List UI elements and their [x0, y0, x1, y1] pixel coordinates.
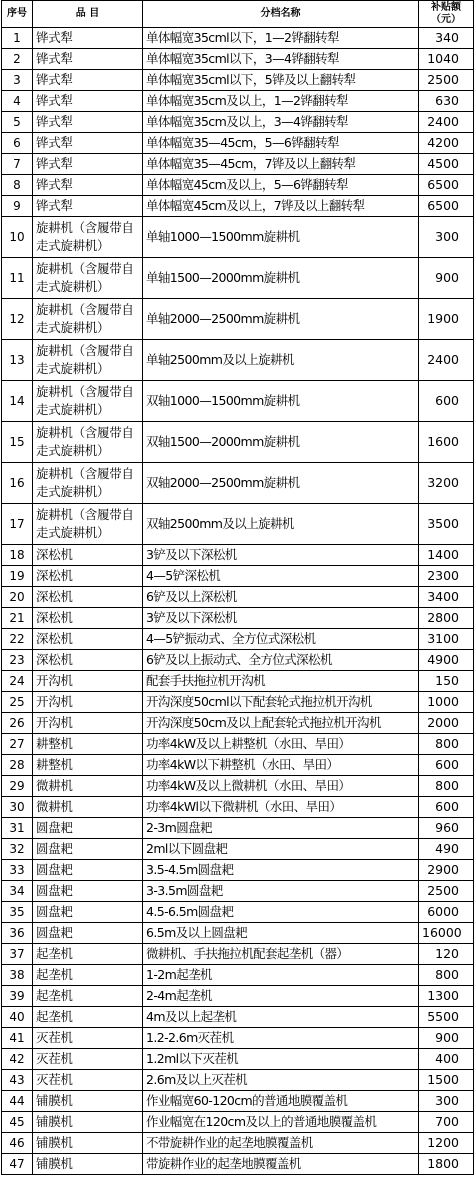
row-number: 34 — [2, 881, 33, 902]
item-name: 旋耕机（含履带自走式旋耕机） — [33, 340, 143, 381]
table-row — [2, 112, 474, 133]
table-row — [2, 1070, 474, 1091]
row-number: 44 — [2, 1091, 33, 1112]
subsidy-amount: 2400 — [419, 340, 474, 381]
spec-name: 功率4kW以下耕整机（水田、旱田） — [143, 755, 419, 776]
spec-name: 1.2-2.6m灭茬机 — [143, 1028, 419, 1049]
table-row — [2, 881, 474, 902]
subsidy-amount: 630 — [419, 91, 474, 112]
subsidy-amount: 1400 — [419, 545, 474, 566]
subsidy-amount: 2900 — [419, 860, 474, 881]
row-number: 19 — [2, 566, 33, 587]
row-number: 30 — [2, 797, 33, 818]
header-spec: 分档名称 — [143, 1, 419, 28]
spec-name: 6铲及以上振动式、全方位式深松机 — [143, 650, 419, 671]
row-number: 7 — [2, 154, 33, 175]
subsidy-amount: 1600 — [419, 422, 474, 463]
row-number: 39 — [2, 986, 33, 1007]
subsidy-amount: 800 — [419, 965, 474, 986]
header-subsidy: 补贴额（元） — [419, 1, 474, 28]
row-number: 46 — [2, 1133, 33, 1154]
subsidy-amount: 2300 — [419, 566, 474, 587]
subsidy-amount: 1900 — [419, 299, 474, 340]
spec-name: 3铲及以下深松机 — [143, 545, 419, 566]
spec-name: 单体幅宽35cml以下，5铧及以上翻转犁 — [143, 70, 419, 91]
spec-name: 单体幅宽45cm及以上，5—6铧翻转犁 — [143, 175, 419, 196]
subsidy-amount: 3100 — [419, 629, 474, 650]
item-name: 旋耕机（含履带自走式旋耕机） — [33, 258, 143, 299]
subsidy-amount: 6500 — [419, 175, 474, 196]
spec-name: 3.5-4.5m圆盘耙 — [143, 860, 419, 881]
table-row — [2, 340, 474, 381]
subsidy-amount: 400 — [419, 1049, 474, 1070]
spec-name: 2-4m起垄机 — [143, 986, 419, 1007]
subsidy-amount: 6500 — [419, 196, 474, 217]
spec-name: 单轴1500—2000mm旋耕机 — [143, 258, 419, 299]
table-row — [2, 1133, 474, 1154]
table-row — [2, 1091, 474, 1112]
item-name: 开沟机 — [33, 713, 143, 734]
subsidy-amount: 16000 — [419, 923, 474, 944]
item-name: 圆盘耙 — [33, 860, 143, 881]
row-number: 23 — [2, 650, 33, 671]
spec-name: 单体幅宽35cml以下，3—4铧翻转犁 — [143, 49, 419, 70]
spec-name: 作业幅宽60-120cm的普通地膜覆盖机 — [143, 1091, 419, 1112]
row-number: 35 — [2, 902, 33, 923]
table-row — [2, 91, 474, 112]
spec-name: 4m及以上起垄机 — [143, 1007, 419, 1028]
spec-name: 单体幅宽35—45cm，7铧及以上翻转犁 — [143, 154, 419, 175]
table-row — [2, 504, 474, 545]
spec-name: 4—5铲振动式、全方位式深松机 — [143, 629, 419, 650]
item-name: 旋耕机（含履带自走式旋耕机） — [33, 504, 143, 545]
item-name: 开沟机 — [33, 692, 143, 713]
item-name: 铺膜机 — [33, 1091, 143, 1112]
spec-name: 微耕机、手扶拖拉机配套起垄机（器） — [143, 944, 419, 965]
item-name: 微耕机 — [33, 797, 143, 818]
spec-name: 2.6m及以上灭茬机 — [143, 1070, 419, 1091]
subsidy-amount: 3500 — [419, 504, 474, 545]
table-row — [2, 818, 474, 839]
spec-name: 4.5-6.5m圆盘耙 — [143, 902, 419, 923]
spec-name: 功率4kW及以上微耕机（水田、旱田） — [143, 776, 419, 797]
spec-name: 单轴2500mm及以上旋耕机 — [143, 340, 419, 381]
item-name: 深松机 — [33, 650, 143, 671]
row-number: 25 — [2, 692, 33, 713]
table-row — [2, 1112, 474, 1133]
item-name: 铧式犁 — [33, 133, 143, 154]
subsidy-amount: 2800 — [419, 608, 474, 629]
row-number: 37 — [2, 944, 33, 965]
spec-name: 带旋耕作业的起垄地膜覆盖机 — [143, 1154, 419, 1175]
row-number: 15 — [2, 422, 33, 463]
table-row — [2, 713, 474, 734]
subsidy-amount: 900 — [419, 258, 474, 299]
item-name: 起垄机 — [33, 965, 143, 986]
row-number: 47 — [2, 1154, 33, 1175]
subsidy-amount: 1200 — [419, 1133, 474, 1154]
table-row — [2, 692, 474, 713]
spec-name: 3-3.5m圆盘耙 — [143, 881, 419, 902]
item-name: 微耕机 — [33, 776, 143, 797]
row-number: 13 — [2, 340, 33, 381]
spec-name: 双轴2500mm及以上旋耕机 — [143, 504, 419, 545]
subsidy-amount: 490 — [419, 839, 474, 860]
row-number: 16 — [2, 463, 33, 504]
row-number: 43 — [2, 1070, 33, 1091]
subsidy-amount: 120 — [419, 944, 474, 965]
table-row — [2, 1007, 474, 1028]
table-row — [2, 902, 474, 923]
subsidy-amount: 300 — [419, 1091, 474, 1112]
subsidy-amount: 1040 — [419, 49, 474, 70]
subsidy-amount: 340 — [419, 28, 474, 49]
spec-name: 6.5m及以上圆盘耙 — [143, 923, 419, 944]
row-number: 8 — [2, 175, 33, 196]
spec-name: 4—5铲深松机 — [143, 566, 419, 587]
table-row — [2, 965, 474, 986]
table-body — [2, 28, 474, 1175]
spec-name: 3铲及以下深松机 — [143, 608, 419, 629]
table-row — [2, 755, 474, 776]
table-row — [2, 217, 474, 258]
subsidy-amount: 3400 — [419, 587, 474, 608]
spec-name: 双轴2000—2500mm旋耕机 — [143, 463, 419, 504]
header-item: 品 目 — [33, 1, 143, 28]
spec-name: 单体幅宽35cm及以上，3—4铧翻转犁 — [143, 112, 419, 133]
subsidy-amount: 1500 — [419, 1070, 474, 1091]
table-row — [2, 154, 474, 175]
subsidy-amount: 5500 — [419, 1007, 474, 1028]
subsidy-amount: 2500 — [419, 881, 474, 902]
row-number: 42 — [2, 1049, 33, 1070]
spec-name: 2ml以下圆盘耙 — [143, 839, 419, 860]
spec-name: 单轴1000—1500mm旋耕机 — [143, 217, 419, 258]
item-name: 铧式犁 — [33, 154, 143, 175]
row-number: 11 — [2, 258, 33, 299]
table-row — [2, 463, 474, 504]
row-number: 38 — [2, 965, 33, 986]
item-name: 铧式犁 — [33, 91, 143, 112]
spec-name: 2-3m圆盘耙 — [143, 818, 419, 839]
item-name: 铧式犁 — [33, 175, 143, 196]
subsidy-amount: 600 — [419, 755, 474, 776]
row-number: 26 — [2, 713, 33, 734]
row-number: 9 — [2, 196, 33, 217]
row-number: 5 — [2, 112, 33, 133]
subsidy-amount: 4900 — [419, 650, 474, 671]
item-name: 起垄机 — [33, 1007, 143, 1028]
table-row — [2, 1028, 474, 1049]
item-name: 开沟机 — [33, 671, 143, 692]
row-number: 17 — [2, 504, 33, 545]
item-name: 铧式犁 — [33, 49, 143, 70]
subsidy-amount: 600 — [419, 797, 474, 818]
item-name: 旋耕机（含履带自走式旋耕机） — [33, 463, 143, 504]
spec-name: 单轴2000—2500mm旋耕机 — [143, 299, 419, 340]
subsidy-amount: 4200 — [419, 133, 474, 154]
table-row — [2, 422, 474, 463]
table-row — [2, 944, 474, 965]
spec-name: 开沟深度50cml以下配套轮式拖拉机开沟机 — [143, 692, 419, 713]
row-number: 32 — [2, 839, 33, 860]
spec-name: 单体幅宽35cm及以上，1—2铧翻转犁 — [143, 91, 419, 112]
spec-name: 双轴1500—2000mm旋耕机 — [143, 422, 419, 463]
table-row — [2, 797, 474, 818]
item-name: 铺膜机 — [33, 1154, 143, 1175]
item-name: 灭茬机 — [33, 1070, 143, 1091]
table-row — [2, 566, 474, 587]
spec-name: 不带旋耕作业的起垄地膜覆盖机 — [143, 1133, 419, 1154]
item-name: 耕整机 — [33, 734, 143, 755]
table-row — [2, 608, 474, 629]
row-number: 45 — [2, 1112, 33, 1133]
item-name: 起垄机 — [33, 944, 143, 965]
spec-name: 功率4kW及以上耕整机（水田、旱田） — [143, 734, 419, 755]
item-name: 铧式犁 — [33, 28, 143, 49]
subsidy-amount: 1800 — [419, 1154, 474, 1175]
item-name: 圆盘耙 — [33, 902, 143, 923]
table-row — [2, 545, 474, 566]
table-header-row — [2, 1, 474, 28]
spec-name: 作业幅宽在120cm及以上的普通地膜覆盖机 — [143, 1112, 419, 1133]
table-row — [2, 734, 474, 755]
table-row — [2, 839, 474, 860]
row-number: 1 — [2, 28, 33, 49]
item-name: 铺膜机 — [33, 1112, 143, 1133]
row-number: 31 — [2, 818, 33, 839]
subsidy-amount: 800 — [419, 776, 474, 797]
item-name: 圆盘耙 — [33, 923, 143, 944]
table-row — [2, 70, 474, 91]
item-name: 铺膜机 — [33, 1133, 143, 1154]
subsidy-amount: 960 — [419, 818, 474, 839]
spec-name: 单体幅宽35cml以下，1—2铧翻转犁 — [143, 28, 419, 49]
item-name: 圆盘耙 — [33, 839, 143, 860]
item-name: 旋耕机（含履带自走式旋耕机） — [33, 422, 143, 463]
table-row — [2, 196, 474, 217]
row-number: 41 — [2, 1028, 33, 1049]
row-number: 14 — [2, 381, 33, 422]
subsidy-amount: 900 — [419, 1028, 474, 1049]
subsidy-amount: 1000 — [419, 692, 474, 713]
header-no: 序号 — [2, 1, 33, 28]
table-row — [2, 986, 474, 1007]
table-row — [2, 650, 474, 671]
subsidy-amount: 3200 — [419, 463, 474, 504]
table-row — [2, 1154, 474, 1175]
row-number: 6 — [2, 133, 33, 154]
table-row — [2, 860, 474, 881]
item-name: 深松机 — [33, 566, 143, 587]
spec-name: 1-2m起垄机 — [143, 965, 419, 986]
spec-name: 功率4kWl以下微耕机（水田、旱田） — [143, 797, 419, 818]
table-row — [2, 776, 474, 797]
table-row — [2, 1049, 474, 1070]
row-number: 28 — [2, 755, 33, 776]
row-number: 18 — [2, 545, 33, 566]
item-name: 灭茬机 — [33, 1049, 143, 1070]
subsidy-amount: 150 — [419, 671, 474, 692]
row-number: 21 — [2, 608, 33, 629]
item-name: 深松机 — [33, 545, 143, 566]
row-number: 2 — [2, 49, 33, 70]
table-row — [2, 629, 474, 650]
spec-name: 1.2ml以下灭茬机 — [143, 1049, 419, 1070]
item-name: 深松机 — [33, 608, 143, 629]
row-number: 10 — [2, 217, 33, 258]
item-name: 旋耕机（含履带自走式旋耕机） — [33, 217, 143, 258]
spec-name: 双轴1000—1500mm旋耕机 — [143, 381, 419, 422]
item-name: 起垄机 — [33, 986, 143, 1007]
item-name: 灭茬机 — [33, 1028, 143, 1049]
row-number: 27 — [2, 734, 33, 755]
subsidy-table — [1, 0, 474, 1175]
spec-name: 配套手扶拖拉机开沟机 — [143, 671, 419, 692]
subsidy-amount: 2400 — [419, 112, 474, 133]
item-name: 圆盘耙 — [33, 881, 143, 902]
row-number: 29 — [2, 776, 33, 797]
spec-name: 开沟深度50cm及以上配套轮式拖拉机开沟机 — [143, 713, 419, 734]
spec-name: 单体幅宽45cm及以上，7铧及以上翻转犁 — [143, 196, 419, 217]
row-number: 4 — [2, 91, 33, 112]
item-name: 铧式犁 — [33, 112, 143, 133]
subsidy-amount: 6000 — [419, 902, 474, 923]
subsidy-amount: 700 — [419, 1112, 474, 1133]
item-name: 圆盘耙 — [33, 818, 143, 839]
item-name: 铧式犁 — [33, 196, 143, 217]
table-row — [2, 28, 474, 49]
item-name: 旋耕机（含履带自走式旋耕机） — [33, 381, 143, 422]
table-row — [2, 671, 474, 692]
item-name: 深松机 — [33, 629, 143, 650]
spec-name: 单体幅宽35—45cm，5—6铧翻转犁 — [143, 133, 419, 154]
subsidy-amount: 600 — [419, 381, 474, 422]
item-name: 铧式犁 — [33, 70, 143, 91]
table-row — [2, 258, 474, 299]
table-row — [2, 49, 474, 70]
row-number: 33 — [2, 860, 33, 881]
subsidy-amount: 2500 — [419, 70, 474, 91]
subsidy-amount: 4500 — [419, 154, 474, 175]
table-row — [2, 381, 474, 422]
row-number: 20 — [2, 587, 33, 608]
subsidy-amount: 800 — [419, 734, 474, 755]
subsidy-amount: 300 — [419, 217, 474, 258]
row-number: 22 — [2, 629, 33, 650]
subsidy-amount: 2000 — [419, 713, 474, 734]
table-row — [2, 587, 474, 608]
table-row — [2, 133, 474, 154]
table-row — [2, 175, 474, 196]
item-name: 耕整机 — [33, 755, 143, 776]
item-name: 旋耕机（含履带自走式旋耕机） — [33, 299, 143, 340]
row-number: 3 — [2, 70, 33, 91]
subsidy-amount: 1300 — [419, 986, 474, 1007]
spec-name: 6铲及以上深松机 — [143, 587, 419, 608]
row-number: 24 — [2, 671, 33, 692]
item-name: 深松机 — [33, 587, 143, 608]
row-number: 12 — [2, 299, 33, 340]
row-number: 40 — [2, 1007, 33, 1028]
table-row — [2, 299, 474, 340]
table-row — [2, 923, 474, 944]
row-number: 36 — [2, 923, 33, 944]
